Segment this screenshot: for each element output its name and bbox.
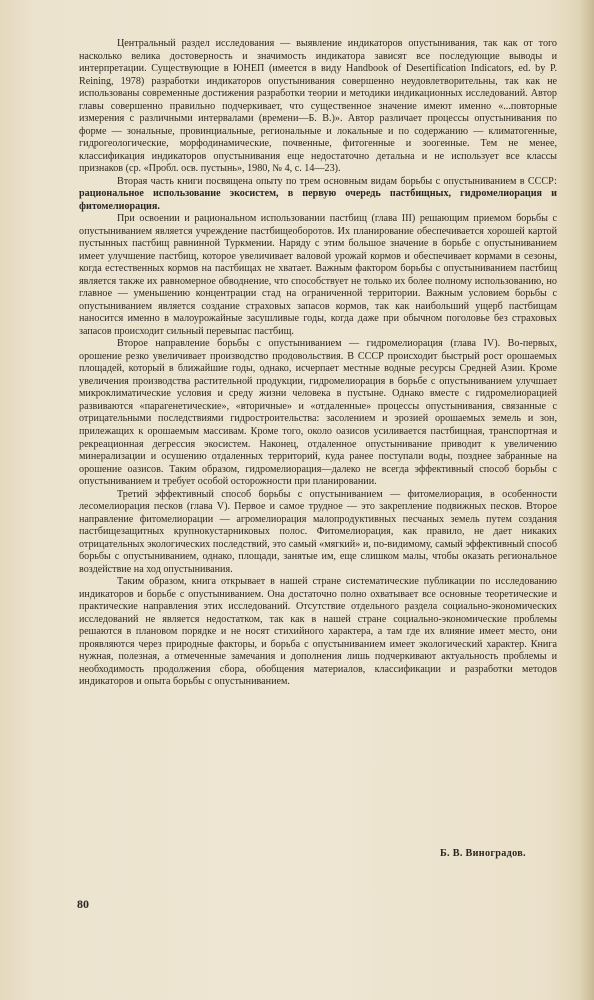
- paragraph-indicators: Центральный раздел исследования — выявление индикаторов опустынивания, так как от того насколько велика достоверность и значимость индикатора зависят все последующие выводы и интерпретации. Существующие в ЮНЕП (имеется в виду Handbook of Desertification Indicators, ed. by P. Reining, 1978) разработки индикаторов опустынивания совершенно неудовлетворительны, так как не использованы современные достижения разработки теории и методики индикационных исследований. Автор главы совершенно правильно подчеркивает, что существенное значение имеют именно «...повторные измерения с различными интервалами (времени—Б. В.)». Автор различает процессы опустынивания по форме — зональные, провинциальные, региональные и локальные и по содержанию — климатогенные, гидрогеологические, морфодинамические, почвенные, фитогенные и зоогенные. Тем не менее, классификация индикаторов опустынивания еще недостаточно детальна и не использует все классы признаков (ср. «Пробл. осв. пустынь», 1980, № 4, с. 14—23).: [79, 38, 557, 175]
- page-edge-shadow: [580, 0, 594, 1000]
- paragraph-pastures: При освоении и рациональном использовании пастбищ (глава III) решающим приемом борьбы с опустыниванием является учреждение пастбищеоборотов. Их планирование обеспечивается хорошей картой пустынных пастбищ равнинной Туркмении. Наряду с этим большое значение в борьбе с опустыниванием имеет улучшение пастбищ, которое увеличивает валовой урожай кормов и обеспечивает кормами в сезоны, когда естественных кормов на пастбищах не хватает. Важным фактором борьбы с опустыниванием пастбищ является также их равномерное обводнение, что способствует не только их более полному использованию, но главное — уменьшению концентрации стад на ограниченной территории. Важным условием борьбы с опустыниванием является создание страховых запасов кормов, так как наибольший ущерб пастбищам наносится именно в малоурожайные засушливые годы, когда даже при обычном поголовье без страховых запасов происходит сильный перевыпас пастбищ.: [79, 213, 557, 337]
- paragraph-hydromelioration: Второе направление борьбы с опустыниванием — гидромелиорация (глава IV). Во-первых, орошение резко увеличивает производство продовольствия. В СССР происходит быстрый рост орошаемых площадей, который в ближайшие годы, однако, исчерпает местные водные ресурсы Средней Азии. Кроме увеличения производства растительной продукции, гидромелиорация в борьбе с опустыниванием улучшает микроклиматические условия и среду жизни человека в пустыне. Однако вместе с гидромелиорацией развиваются «парагенетические», «вторичные» и «отдаленные» процессы опустынивания, связанные с отрицательными последствиями гидростроительства: засолением и эрозией орошаемых земель и зон, прилежащих к орошаемым массивам. Кроме того, около оазисов усиливается пастбищная, транспортная и рекреационная дегрессия экосистем. Наконец, отдаленное опустынивание приводит к увеличению минерализации и осушению отдаленных территорий, куда ранее поступали воды, позднее забранные на орошение оазисов. Таким образом, гидромелиорация—далеко не всегда эффективный способ борьбы с опустыниванием и требует особой осторожности при планировании.: [79, 338, 557, 488]
- paragraph-conclusion: Таким образом, книга открывает в нашей стране систематические публикации по исследованию индикаторов и борьбе с опустыниванием. Она достаточно полно охватывает все основные теоретические и практические направления этих исследований. Отсутствие отдельного раздела социально-экономических исследований не является недостатком, так как в нашей стране социально-экономические проблемы решаются в плановом порядке и не носят стихийного характера, а там где их влияние имеет место, они проявляются через природные факторы, и борьба с опустыниванием имеет экологический характер. Книга нужная, полезная, а отмеченные замечания и дополнения лишь подчеркивают актуальность проблемы и необходимость продолжения сбора, обобщения материалов, классификации и разработки методов индикаторов и опыта борьбы с опустыниванием.: [79, 576, 557, 688]
- paragraph-second-part: [79, 176, 557, 214]
- paragraph-second-part-emphasis: рациональное использование экосистем, в первую очередь пастбищных, гидромелиорация и фитомелиорация.: [79, 188, 557, 212]
- page-number: 80: [77, 897, 89, 911]
- author-signature: Б. В. Виноградов.: [440, 848, 526, 859]
- article-body: [79, 38, 557, 689]
- paragraph-phytomelioration: Третий эффективный способ борьбы с опустыниванием — фитомелиорация, в особенности лесомелиорация песков (глава V). Первое и самое трудное — это закрепление подвижных песков. Второе направление фитомелиорации — агромелиорация малопродуктивных песчаных земель путем создания пастбищезащитных крупнокустарниковых полос. Фитомелиорация, как правило, не дает никаких отрицательных экологических последствий, это самый «мягкий» и, по-видимому, самый эффективный способ борьбы с опустыниванием, однако, площади, занятые им, еще слишком малы, чтобы оказать региональное воздействие на ход опустынивания.: [79, 488, 557, 575]
- paragraph-second-part-text: Вторая часть книги посвящена опыту по трем основным видам борьбы с опустыниванием в СССР:: [117, 175, 557, 187]
